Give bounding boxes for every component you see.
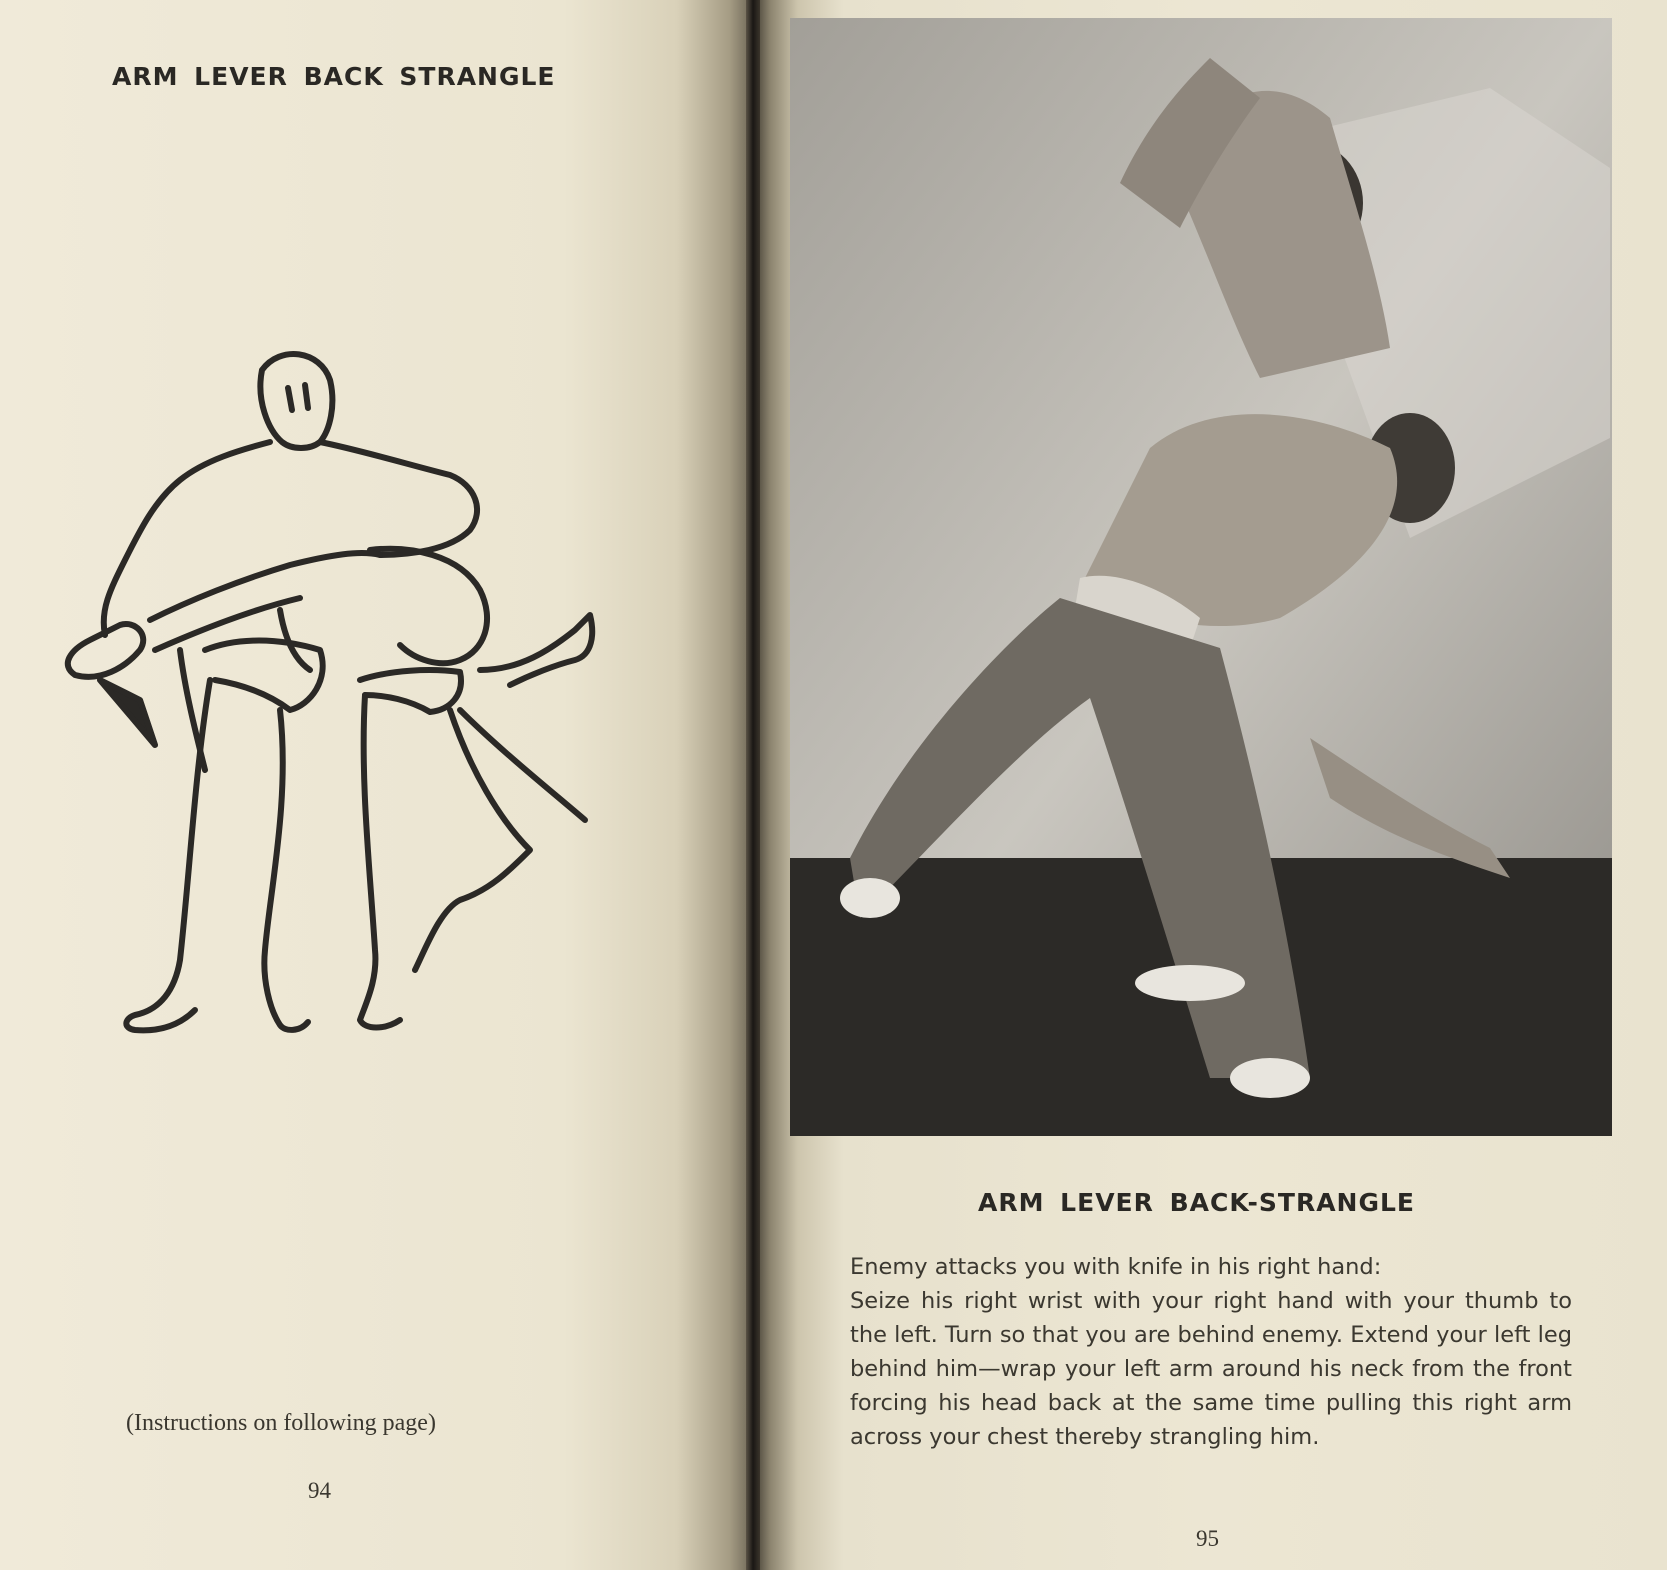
line-drawing-illustration (30, 350, 630, 1100)
left-page (0, 0, 752, 1570)
photo-image (790, 18, 1612, 1136)
demonstration-photo (790, 18, 1612, 1136)
book-gutter (746, 0, 760, 1570)
page-number-left: 94 (308, 1478, 331, 1503)
instructions-text (850, 1250, 1572, 1454)
right-page-title: ARM LEVER BACK-STRANGLE (978, 1188, 1416, 1217)
left-page-title: ARM LEVER BACK STRANGLE (112, 62, 556, 91)
instructions-note: (Instructions on following page) (126, 1410, 436, 1436)
page-number-right: 95 (1196, 1526, 1219, 1551)
instructions-body: Seize his right wrist with your right hand with your thumb to the left. Turn so that you are behind enemy. Extend your left leg behind him—wrap your left arm around his neck from the front forcing his head back at the same time pulling this right arm across your chest thereby strangling him. (850, 1288, 1572, 1450)
instructions-intro: Enemy attacks you with knife in his right hand: (850, 1254, 1382, 1280)
